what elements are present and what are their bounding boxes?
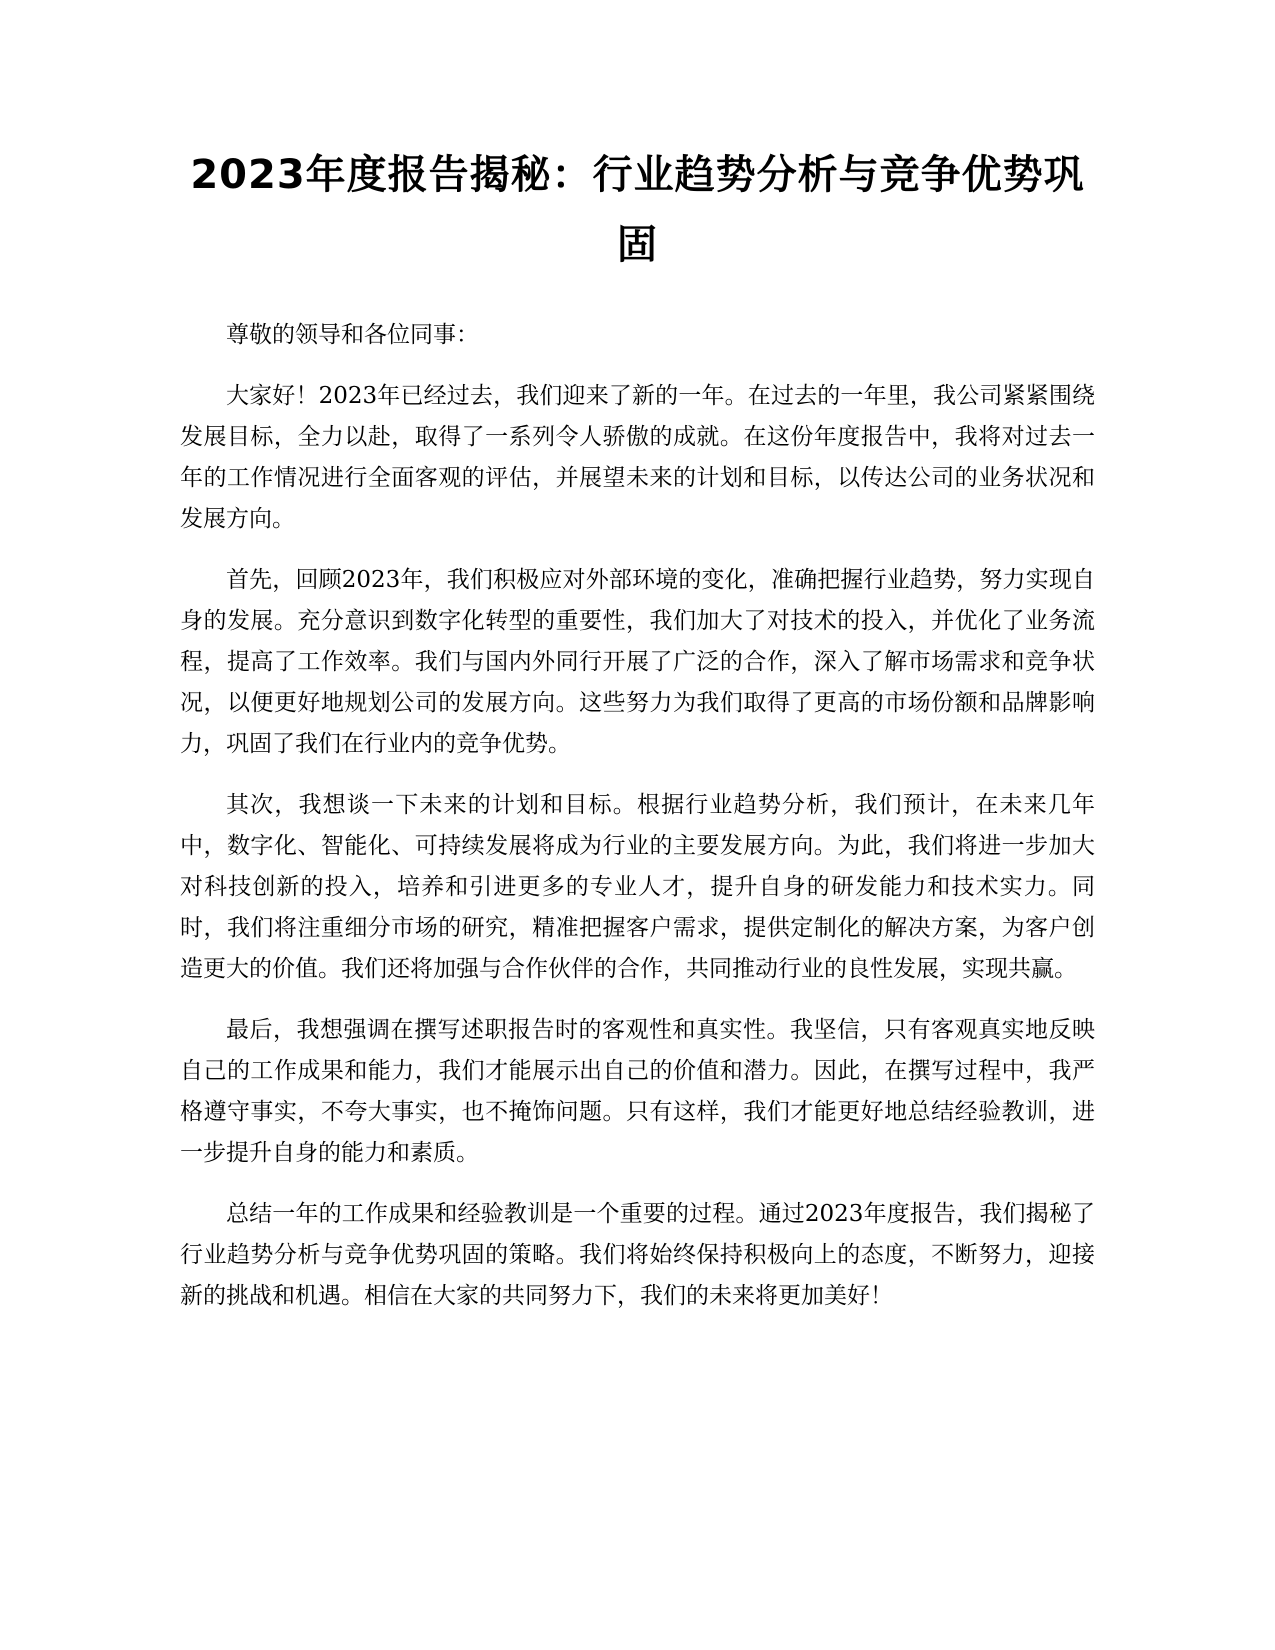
paragraph-objectivity: 最后，我想强调在撰写述职报告时的客观性和真实性。我坚信，只有客观真实地反映自己的工作成果和能力，我们才能展示出自己的价值和潜力。因此，在撰写过程中，我严格遵守事实，不夸大事实，也不掩饰问题。只有这样，我们才能更好地总结经验教训，进一步提升自身的能力和素质。 bbox=[180, 1017, 1095, 1166]
paragraph-future-plans: 其次，我想谈一下未来的计划和目标。根据行业趋势分析，我们预计，在未来几年中，数字化、智能化、可持续发展将成为行业的主要发展方向。为此，我们将进一步加大对科技创新的投入，培养和引进更多的专业人才，提升自身的研发能力和技术实力。同时，我们将注重细分市场的研究，精准把握客户需求，提供定制化的解决方案，为客户创造更大的价值。我们还将加强与合作伙伴的合作，共同推动行业的良性发展，实现共赢。 bbox=[180, 792, 1095, 982]
paragraph-review: 首先，回顾2023年，我们积极应对外部环境的变化，准确把握行业趋势，努力实现自身的发展。充分意识到数字化转型的重要性，我们加大了对技术的投入，并优化了业务流程，提高了工作效率。我们与国内外同行开展了广泛的合作，深入了解市场需求和竞争状况，以便更好地规划公司的发展方向。这些努力为我们取得了更高的市场份额和品牌影响力，巩固了我们在行业内的竞争优势。 bbox=[180, 567, 1095, 757]
paragraph-greeting: 尊敬的领导和各位同事： bbox=[226, 322, 479, 348]
paragraph-conclusion: 总结一年的工作成果和经验教训是一个重要的过程。通过2023年度报告，我们揭秘了行业趋势分析与竞争优势巩固的策略。我们将始终保持积极向上的态度，不断努力，迎接新的挑战和机遇。相信在大家的共同努力下，我们的未来将更加美好！ bbox=[180, 1201, 1095, 1309]
paragraph-introduction: 大家好！2023年已经过去，我们迎来了新的一年。在过去的一年里，我公司紧紧围绕发展目标，全力以赴，取得了一系列令人骄傲的成就。在这份年度报告中，我将对过去一年的工作情况进行全面客观的评估，并展望未来的计划和目标，以传达公司的业务状况和发展方向。 bbox=[180, 383, 1095, 532]
document-body bbox=[180, 315, 1095, 1337]
document-title: 2023年度报告揭秘：行业趋势分析与竞争优势巩固 bbox=[190, 152, 1085, 268]
